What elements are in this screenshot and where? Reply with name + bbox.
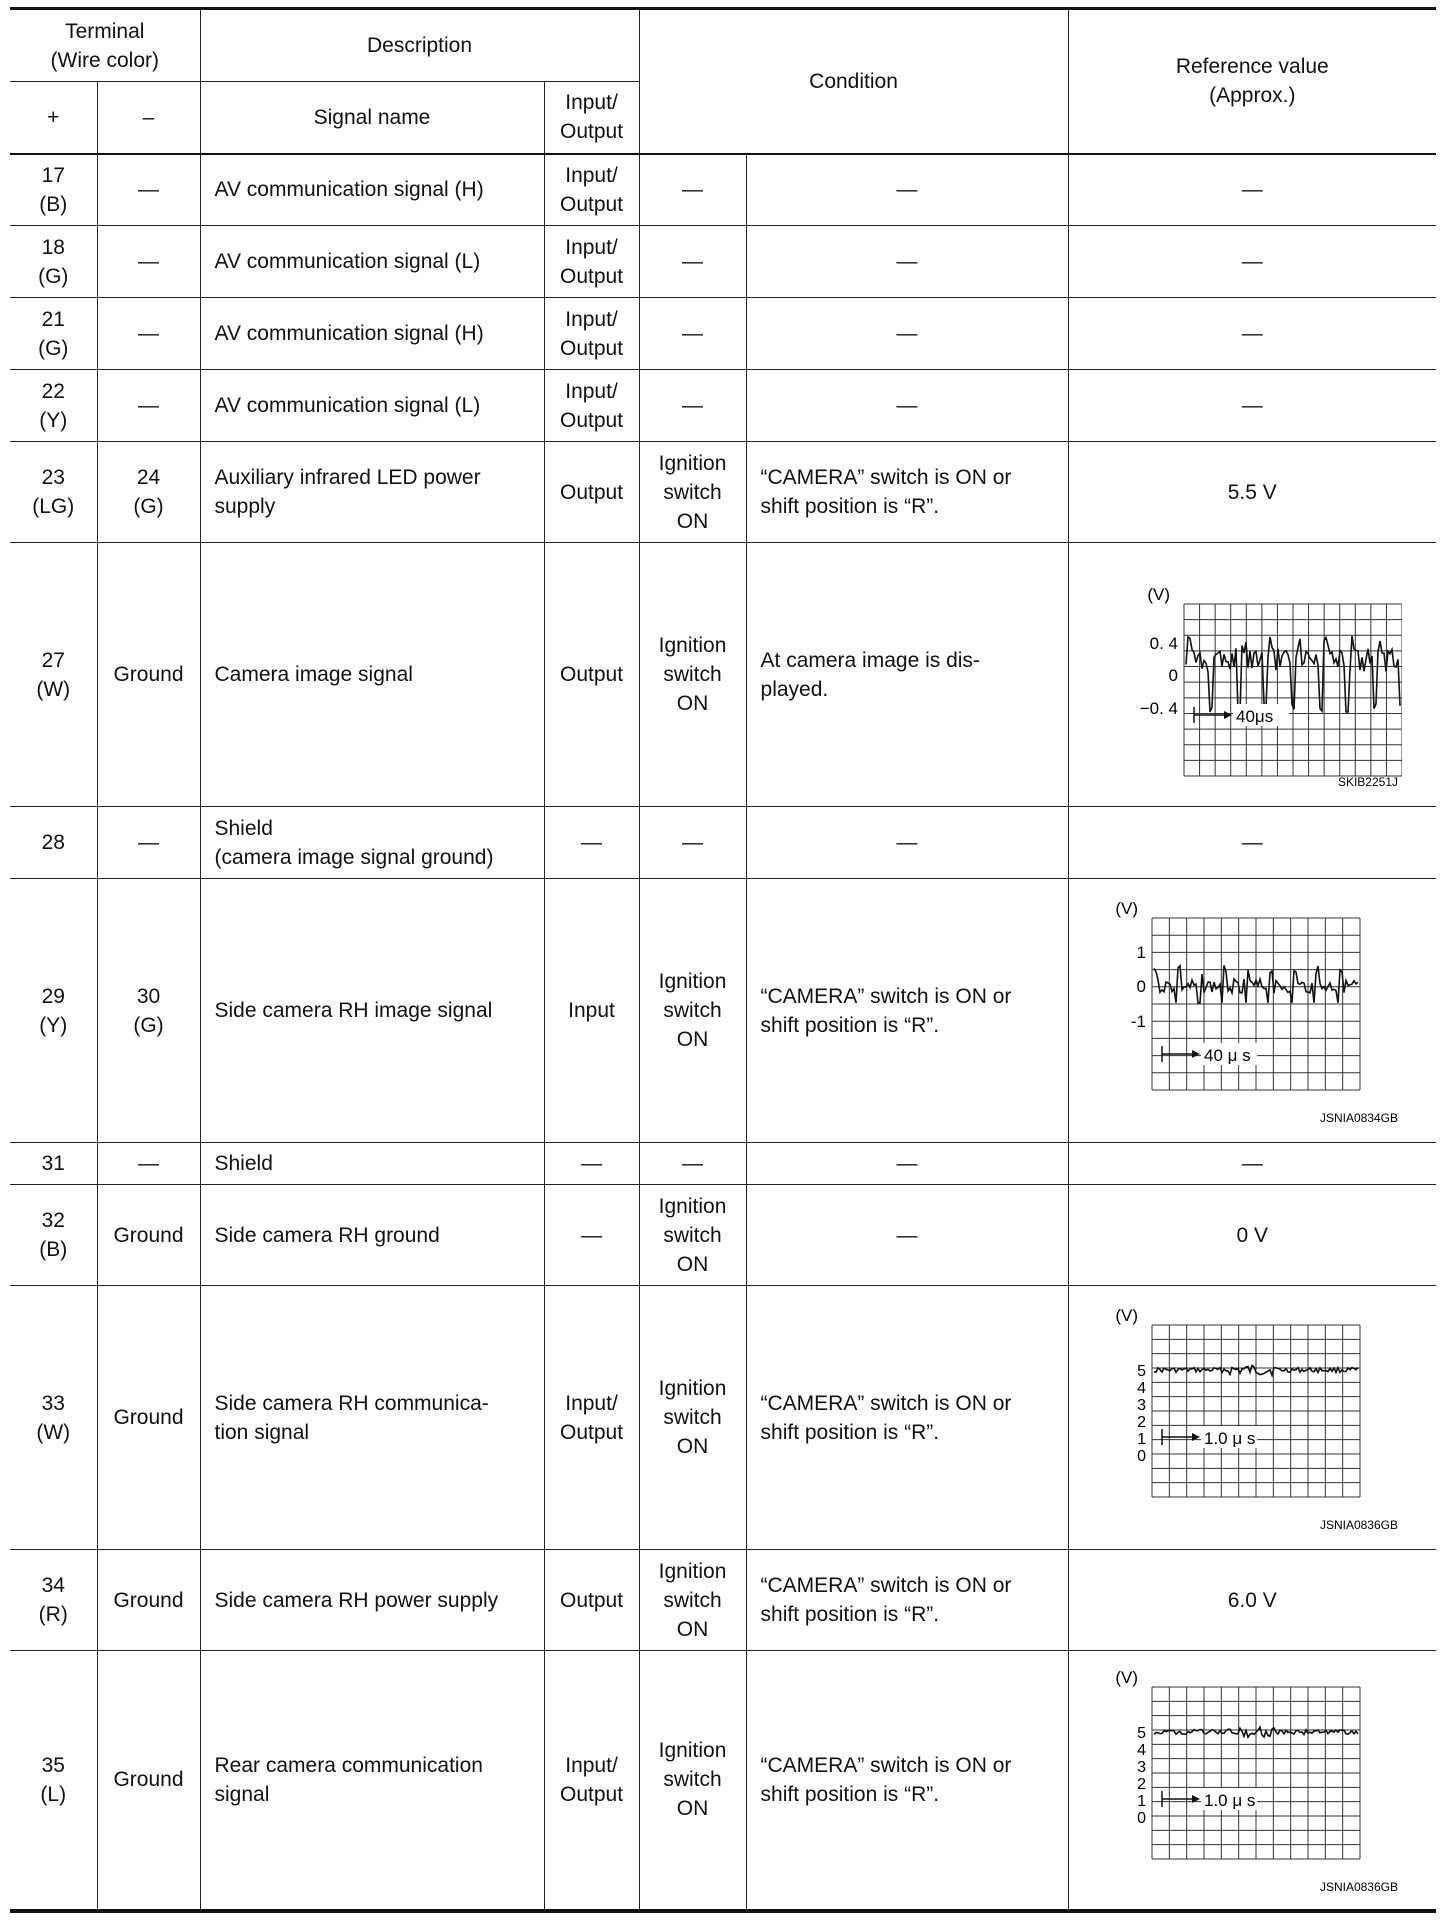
cell-line: (R) bbox=[38, 1603, 68, 1626]
terminal-plus-cell bbox=[10, 807, 97, 879]
cell-line: — bbox=[896, 394, 918, 417]
table-row bbox=[10, 1651, 1436, 1911]
table-row bbox=[10, 1550, 1436, 1651]
wave-tick-label: 0 bbox=[1168, 665, 1179, 685]
cell-line: (B) bbox=[39, 192, 68, 216]
terminal-minus-cell bbox=[97, 1143, 200, 1185]
wave-tick-label: −0. 4 bbox=[1139, 698, 1179, 718]
cell-line: ON bbox=[676, 1797, 709, 1821]
cell-line: Side camera RH ground bbox=[214, 1223, 440, 1247]
cell-line: “CAMERA” switch is ON or bbox=[760, 1753, 1012, 1777]
wave-unit-label: (V) bbox=[1147, 584, 1171, 604]
reference-value-cell bbox=[1068, 1550, 1436, 1651]
condition-detail-cell bbox=[746, 1550, 1068, 1651]
cell-line: (camera image signal ground) bbox=[214, 845, 494, 869]
terminal-plus-cell bbox=[10, 442, 97, 543]
table-row bbox=[10, 442, 1436, 543]
cell-line: — bbox=[138, 831, 159, 854]
io-cell bbox=[544, 879, 639, 1143]
terminal-minus-cell bbox=[97, 154, 200, 226]
terminal-minus-cell bbox=[97, 226, 200, 298]
cell-line: (G) bbox=[38, 336, 69, 360]
cell-line: — bbox=[1241, 178, 1263, 202]
condition-state-cell bbox=[639, 807, 746, 879]
wave-unit-label: (V) bbox=[1115, 898, 1139, 918]
wave-tick-label: 4 bbox=[1137, 1379, 1147, 1397]
condition-state-cell bbox=[639, 154, 746, 226]
cell-line: (G) bbox=[133, 495, 164, 518]
terminal-plus-cell bbox=[10, 543, 97, 807]
condition-detail-cell bbox=[746, 442, 1068, 543]
cell-line: 23 bbox=[41, 466, 65, 489]
condition-state-cell bbox=[639, 298, 746, 370]
cell-line: 6.0 V bbox=[1227, 1588, 1277, 1612]
condition-state-cell bbox=[639, 1286, 746, 1550]
cell-line: 35 bbox=[41, 1753, 65, 1777]
terminal-header: Terminal (Wire color) bbox=[10, 9, 200, 82]
table-row bbox=[10, 807, 1436, 879]
wave-tick-label: 0 bbox=[1136, 976, 1147, 996]
cell-line: — bbox=[682, 250, 704, 273]
condition-state-cell bbox=[639, 1550, 746, 1651]
cell-line: Output bbox=[559, 408, 624, 432]
cell-line: 0 V bbox=[1236, 1223, 1269, 1247]
cell-line: — bbox=[1241, 250, 1263, 273]
wave-tick-label: 0. 4 bbox=[1149, 633, 1179, 653]
signal-name-cell bbox=[200, 1143, 544, 1185]
cell-line: Output bbox=[559, 663, 624, 686]
figure-code: JSNIA0836GB bbox=[1320, 1879, 1399, 1894]
reference-value-cell bbox=[1068, 370, 1436, 442]
cell-line: (L) bbox=[40, 1782, 67, 1806]
cell-line: Output bbox=[559, 480, 624, 504]
cell-line: Rear camera communication bbox=[214, 1753, 483, 1777]
io-cell bbox=[544, 1286, 639, 1550]
terminal-plus-cell bbox=[10, 298, 97, 370]
cell-line: At camera image is dis- bbox=[760, 648, 980, 672]
signal-name-cell bbox=[200, 543, 544, 807]
terminal-minus-cell bbox=[97, 1185, 200, 1286]
terminal-plus-cell bbox=[10, 1651, 97, 1911]
wave-tick-label: 2 bbox=[1137, 1413, 1147, 1431]
cell-line: Side camera RH power supply bbox=[214, 1588, 499, 1612]
description-header: Description bbox=[200, 9, 639, 82]
cell-line: — bbox=[1241, 322, 1263, 345]
cell-line: — bbox=[581, 1223, 602, 1247]
table-row bbox=[10, 370, 1436, 442]
cell-line: Output bbox=[559, 1782, 624, 1806]
wave-tick-label: 1 bbox=[1136, 942, 1147, 962]
cell-line: — bbox=[896, 831, 918, 854]
reference-value-cell bbox=[1068, 154, 1436, 226]
wave-time-label: 40μs bbox=[1236, 706, 1274, 726]
cell-line: 22 bbox=[41, 379, 65, 403]
terminal-plus-cell bbox=[10, 1550, 97, 1651]
cell-line: Ground bbox=[113, 1223, 184, 1247]
wave-tick-label: 1 bbox=[1137, 1430, 1147, 1448]
cell-line: ON bbox=[676, 1435, 709, 1458]
cell-line: — bbox=[682, 1152, 704, 1175]
cell-line: — bbox=[138, 250, 159, 273]
cell-line: shift position is “R”. bbox=[760, 1603, 940, 1626]
cell-line: Ignition bbox=[658, 1559, 727, 1583]
condition-state-cell bbox=[639, 226, 746, 298]
wave-unit-label: (V) bbox=[1115, 1305, 1139, 1325]
wave-time-label: 40 μ s bbox=[1204, 1045, 1251, 1065]
signal-name-cell bbox=[200, 807, 544, 879]
table-row bbox=[10, 543, 1436, 807]
table-body bbox=[10, 154, 1436, 1911]
cell-line: Output bbox=[559, 1420, 624, 1444]
wave-tick-label: 5 bbox=[1137, 1362, 1147, 1380]
time-marker-arrow bbox=[1192, 1050, 1200, 1058]
cell-line: AV communication signal (L) bbox=[214, 250, 481, 273]
cell-line: (W) bbox=[36, 1420, 71, 1444]
minus-header: – bbox=[97, 82, 200, 154]
table-header bbox=[10, 9, 1436, 154]
cell-line: — bbox=[138, 178, 159, 202]
cell-line: Input/ bbox=[565, 307, 618, 331]
terminal-plus-cell bbox=[10, 1143, 97, 1185]
cell-line: AV communication signal (H) bbox=[214, 178, 484, 202]
cell-line: 33 bbox=[41, 1391, 65, 1415]
terminal-plus-cell bbox=[10, 879, 97, 1143]
condition-state-cell bbox=[639, 1651, 746, 1911]
cell-line: 29 bbox=[41, 984, 65, 1008]
waveform-chart bbox=[1102, 1665, 1402, 1895]
io-cell bbox=[544, 226, 639, 298]
cell-line: shift position is “R”. bbox=[760, 1782, 940, 1806]
table-row bbox=[10, 879, 1436, 1143]
cell-line: switch bbox=[663, 1588, 722, 1612]
terminal-plus-cell bbox=[10, 1185, 97, 1286]
io-cell bbox=[544, 154, 639, 226]
cell-line: — bbox=[581, 831, 602, 854]
condition-detail-cell bbox=[746, 298, 1068, 370]
terminal-spec-table bbox=[10, 7, 1436, 1913]
condition-detail-cell bbox=[746, 543, 1068, 807]
wave-time-label: 1.0 μ s bbox=[1204, 1428, 1256, 1448]
condition-state-cell bbox=[639, 442, 746, 543]
cell-line: Ignition bbox=[658, 1739, 727, 1763]
cell-line: switch bbox=[663, 999, 722, 1022]
wave-tick-label: 3 bbox=[1137, 1396, 1147, 1414]
cell-line: signal bbox=[214, 1782, 270, 1806]
cell-line: Output bbox=[559, 192, 624, 216]
cell-line: (Y) bbox=[39, 1013, 68, 1037]
wave-tick-label: 3 bbox=[1137, 1758, 1147, 1776]
condition-detail-cell bbox=[746, 879, 1068, 1143]
cell-line: ON bbox=[676, 1617, 709, 1641]
cell-line: (G) bbox=[133, 1013, 164, 1037]
cell-line: — bbox=[138, 322, 159, 345]
signal-name-cell bbox=[200, 879, 544, 1143]
cell-line: shift position is “R”. bbox=[760, 1013, 940, 1037]
cell-line: ON bbox=[676, 509, 709, 533]
cell-line: Auxiliary infrared LED power bbox=[214, 466, 481, 489]
cell-line: 34 bbox=[41, 1574, 65, 1597]
signal-name-cell bbox=[200, 442, 544, 543]
cell-line: AV communication signal (H) bbox=[214, 322, 484, 345]
cell-line: — bbox=[581, 1152, 602, 1175]
cell-line: — bbox=[682, 322, 704, 345]
cell-line: Ignition bbox=[658, 634, 727, 657]
reference-value-cell bbox=[1068, 543, 1436, 807]
cell-line: “CAMERA” switch is ON or bbox=[760, 984, 1012, 1008]
cell-line: switch bbox=[663, 1406, 722, 1429]
table-row bbox=[10, 1185, 1436, 1286]
cell-line: tion signal bbox=[214, 1420, 310, 1444]
condition-detail-cell bbox=[746, 807, 1068, 879]
cell-line: switch bbox=[663, 1223, 722, 1247]
condition-state-cell bbox=[639, 1185, 746, 1286]
condition-detail-cell bbox=[746, 154, 1068, 226]
table-row bbox=[10, 226, 1436, 298]
cell-line: “CAMERA” switch is ON or bbox=[760, 466, 1012, 489]
cell-line: played. bbox=[760, 677, 829, 701]
reference-value-cell bbox=[1068, 1143, 1436, 1185]
cell-line: Camera image signal bbox=[214, 663, 413, 686]
cell-line: 5.5 V bbox=[1227, 480, 1277, 504]
terminal-minus-cell bbox=[97, 807, 200, 879]
terminal-minus-cell bbox=[97, 442, 200, 543]
wave-unit-label: (V) bbox=[1115, 1667, 1139, 1687]
io-cell bbox=[544, 1651, 639, 1911]
cell-line: “CAMERA” switch is ON or bbox=[760, 1391, 1012, 1415]
signal-name-header: Signal name bbox=[200, 82, 544, 154]
cell-line: Input/ bbox=[565, 379, 618, 403]
terminal-minus-cell bbox=[97, 543, 200, 807]
signal-name-cell bbox=[200, 298, 544, 370]
cell-line: — bbox=[138, 394, 159, 417]
cell-line: — bbox=[896, 250, 918, 273]
cell-line: 21 bbox=[41, 307, 65, 331]
cell-line: 30 bbox=[136, 984, 161, 1008]
cell-line: — bbox=[138, 1152, 159, 1175]
cell-line: ON bbox=[676, 1252, 709, 1276]
cell-line: Ignition bbox=[658, 970, 727, 993]
io-cell bbox=[544, 298, 639, 370]
cell-line: 31 bbox=[41, 1152, 65, 1175]
condition-detail-cell bbox=[746, 1185, 1068, 1286]
terminal-plus-cell bbox=[10, 154, 97, 226]
cell-line: Input/ bbox=[565, 1391, 618, 1415]
cell-line: (B) bbox=[39, 1238, 68, 1261]
terminal-minus-cell bbox=[97, 298, 200, 370]
cell-line: Input/ bbox=[565, 235, 618, 259]
cell-line: Side camera RH communica- bbox=[214, 1391, 489, 1415]
io-cell bbox=[544, 1185, 639, 1286]
condition-detail-cell bbox=[746, 370, 1068, 442]
condition-header: Condition bbox=[639, 9, 1068, 154]
plus-header: + bbox=[10, 82, 97, 154]
table-row bbox=[10, 154, 1436, 226]
cell-line: — bbox=[1241, 831, 1263, 854]
cell-line: shift position is “R”. bbox=[760, 495, 940, 518]
wave-tick-label: 0 bbox=[1137, 1809, 1147, 1827]
terminal-plus-cell bbox=[10, 370, 97, 442]
cell-line: switch bbox=[663, 663, 722, 686]
cell-line: switch bbox=[663, 480, 722, 504]
cell-line: 27 bbox=[41, 648, 65, 672]
cell-line: — bbox=[896, 178, 918, 202]
waveform-chart bbox=[1102, 896, 1402, 1126]
io-cell bbox=[544, 442, 639, 543]
signal-name-cell bbox=[200, 1185, 544, 1286]
terminal-plus-cell bbox=[10, 226, 97, 298]
wave-tick-label: 4 bbox=[1137, 1741, 1147, 1759]
cell-line: “CAMERA” switch is ON or bbox=[760, 1574, 1012, 1597]
condition-state-cell bbox=[639, 1143, 746, 1185]
cell-line: — bbox=[682, 394, 704, 417]
cell-line: switch bbox=[663, 1768, 722, 1792]
reference-value-cell bbox=[1068, 1286, 1436, 1550]
wave-tick-label: 5 bbox=[1137, 1724, 1147, 1742]
io-cell bbox=[544, 370, 639, 442]
reference-value-cell bbox=[1068, 879, 1436, 1143]
cell-line: Ground bbox=[113, 663, 184, 686]
cell-line: Side camera RH image signal bbox=[214, 999, 493, 1022]
waveform-chart bbox=[1102, 560, 1402, 790]
signal-name-cell bbox=[200, 1286, 544, 1550]
cell-line: 17 bbox=[41, 163, 65, 187]
condition-detail-cell bbox=[746, 1143, 1068, 1185]
signal-name-cell bbox=[200, 226, 544, 298]
wave-time-label: 1.0 μ s bbox=[1204, 1790, 1256, 1810]
reference-value-cell bbox=[1068, 1185, 1436, 1286]
cell-line: shift position is “R”. bbox=[760, 1420, 940, 1444]
io-header: Input/ Output bbox=[544, 82, 639, 154]
cell-line: Input/ bbox=[565, 1753, 618, 1777]
cell-line: ON bbox=[676, 1028, 709, 1051]
reference-value-cell bbox=[1068, 226, 1436, 298]
cell-line: — bbox=[896, 1152, 918, 1175]
table-row bbox=[10, 298, 1436, 370]
io-cell bbox=[544, 1143, 639, 1185]
cell-line: — bbox=[1241, 1152, 1263, 1175]
io-cell bbox=[544, 807, 639, 879]
terminal-minus-cell bbox=[97, 1286, 200, 1550]
io-cell bbox=[544, 543, 639, 807]
cell-line: 18 bbox=[41, 235, 65, 259]
reference-value-cell bbox=[1068, 442, 1436, 543]
cell-line: (LG) bbox=[32, 495, 75, 518]
terminal-minus-cell bbox=[97, 879, 200, 1143]
cell-line: 28 bbox=[41, 831, 65, 854]
cell-line: Ignition bbox=[658, 451, 727, 475]
signal-name-cell bbox=[200, 370, 544, 442]
cell-line: Shield bbox=[214, 816, 273, 840]
cell-line: 24 bbox=[136, 466, 161, 489]
terminal-minus-cell bbox=[97, 1550, 200, 1651]
cell-line: — bbox=[1241, 394, 1263, 417]
cell-line: (W) bbox=[36, 677, 71, 701]
io-cell bbox=[544, 1550, 639, 1651]
wave-tick-label: -1 bbox=[1131, 1011, 1147, 1031]
cell-line: Ground bbox=[113, 1768, 184, 1792]
wave-tick-label: 2 bbox=[1137, 1775, 1147, 1793]
table-row bbox=[10, 1143, 1436, 1185]
terminal-minus-cell bbox=[97, 1651, 200, 1911]
signal-name-cell bbox=[200, 1651, 544, 1911]
cell-line: Input bbox=[568, 999, 615, 1022]
figure-code: JSNIA0836GB bbox=[1320, 1517, 1399, 1532]
cell-line: Ignition bbox=[658, 1194, 727, 1218]
signal-name-cell bbox=[200, 154, 544, 226]
cell-line: Ground bbox=[113, 1588, 184, 1612]
cell-line: — bbox=[896, 322, 918, 345]
figure-code: SKIB2251J bbox=[1338, 774, 1399, 789]
cell-line: Ground bbox=[113, 1406, 184, 1429]
condition-detail-cell bbox=[746, 1651, 1068, 1911]
cell-line: — bbox=[682, 178, 704, 202]
cell-line: Output bbox=[559, 264, 624, 288]
reference-header: Reference value (Approx.) bbox=[1068, 9, 1436, 154]
cell-line: — bbox=[896, 1223, 918, 1247]
cell-line: supply bbox=[214, 495, 276, 518]
cell-line: (Y) bbox=[39, 408, 68, 432]
table-row bbox=[10, 1286, 1436, 1550]
waveform-chart bbox=[1102, 1303, 1402, 1533]
cell-line: Output bbox=[559, 1588, 624, 1612]
reference-value-cell bbox=[1068, 807, 1436, 879]
wave-tick-label: 0 bbox=[1137, 1447, 1147, 1465]
figure-code: JSNIA0834GB bbox=[1320, 1110, 1399, 1125]
condition-state-cell bbox=[639, 543, 746, 807]
cell-line: Ignition bbox=[658, 1377, 727, 1400]
cell-line: AV communication signal (L) bbox=[214, 394, 481, 417]
cell-line: — bbox=[682, 831, 704, 854]
signal-name-cell bbox=[200, 1550, 544, 1651]
header-row-1 bbox=[10, 9, 1436, 82]
terminal-minus-cell bbox=[97, 370, 200, 442]
wave-tick-label: 1 bbox=[1137, 1792, 1147, 1810]
condition-state-cell bbox=[639, 370, 746, 442]
cell-line: Input/ bbox=[565, 163, 618, 187]
reference-value-cell bbox=[1068, 1651, 1436, 1911]
cell-line: ON bbox=[676, 692, 709, 715]
cell-line: 32 bbox=[41, 1209, 65, 1232]
cell-line: (G) bbox=[38, 264, 69, 288]
cell-line: Shield bbox=[214, 1152, 273, 1175]
terminal-plus-cell bbox=[10, 1286, 97, 1550]
cell-line: Output bbox=[559, 336, 624, 360]
condition-detail-cell bbox=[746, 226, 1068, 298]
condition-state-cell bbox=[639, 879, 746, 1143]
reference-value-cell bbox=[1068, 298, 1436, 370]
condition-detail-cell bbox=[746, 1286, 1068, 1550]
